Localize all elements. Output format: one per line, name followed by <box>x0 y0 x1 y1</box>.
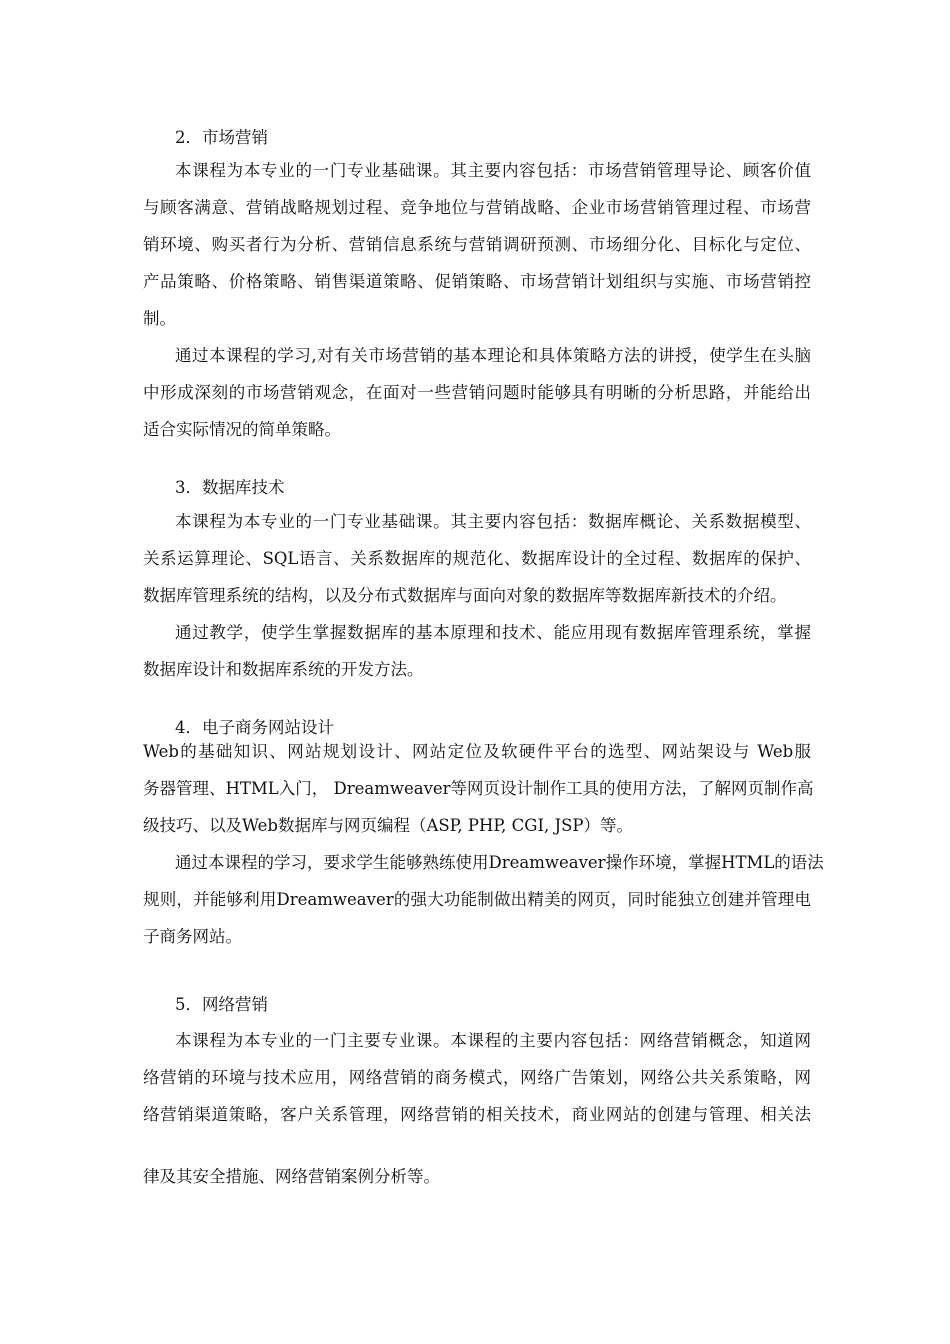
paragraph-line: 关系运算理论、SQL语言、关系数据库的规范化、数据库设计的全过程、数据库的保护、 <box>143 549 811 568</box>
paragraph-line: 务器管理、HTML入门， Dreamweaver等网页设计制作工具的使用方法，了解网页制作高 <box>143 779 814 798</box>
section-heading-network-marketing: 5．网络营销 <box>175 995 268 1014</box>
paragraph-line: 络营销渠道策略，客户关系管理，网络营销的相关技术，商业网站的创建与管理、相关法 <box>143 1105 811 1124</box>
paragraph-line: 数据库设计和数据库系统的开发方法。 <box>143 660 424 679</box>
section-heading-marketing: 2．市场营销 <box>175 128 268 147</box>
paragraph-line: 规则，并能够利用Dreamweaver的强大功能制做出精美的网页，同时能独立创建并管理电 <box>143 890 811 909</box>
paragraph-line: 本课程为本专业的一门主要专业课。本课程的主要内容包括：网络营销概念，知道网 <box>175 1031 811 1050</box>
paragraph-line: 中形成深刻的市场营销观念，在面对一些营销问题时能够具有明晰的分析思路，并能给出 <box>143 383 811 402</box>
paragraph-line: 与顾客满意、营销战略规划过程、竞争地位与营销战略、企业市场营销管理过程、市场营 <box>143 198 811 217</box>
paragraph-line: 通过教学，使学生掌握数据库的基本原理和技术、能应用现有数据库管理系统，掌握 <box>175 623 811 642</box>
paragraph-line: 通过本课程的学习,对有关市场营销的基本理论和具体策略方法的讲授，使学生在头脑 <box>175 346 811 365</box>
paragraph-line: 通过本课程的学习，要求学生能够熟练使用Dreamweaver操作环境，掌握HTML的语法 <box>175 853 824 872</box>
paragraph-line: 数据库管理系统的结构，以及分布式数据库与面向对象的数据库等数据库新技术的介绍。 <box>143 586 787 605</box>
paragraph-line: 本课程为本专业的一门专业基础课。其主要内容包括：市场营销管理导论、顾客价值 <box>175 161 811 180</box>
section-heading-database: 3．数据库技术 <box>175 478 285 497</box>
paragraph-line: 子商务网站。 <box>143 927 242 946</box>
paragraph-line: 络营销的环境与技术应用，网络营销的商务模式，网络广告策划，网络公共关系策略，网 <box>143 1068 811 1087</box>
paragraph-line: 适合实际情况的简单策略。 <box>143 420 341 439</box>
paragraph-line: 制。 <box>143 309 176 328</box>
paragraph-line: 律及其安全措施、网络营销案例分析等。 <box>143 1167 440 1186</box>
paragraph-line: 本课程为本专业的一门专业基础课。其主要内容包括：数据库概论、关系数据模型、 <box>175 512 811 531</box>
paragraph-line: 销环境、购买者行为分析、营销信息系统与营销调研预测、市场细分化、目标化与定位、 <box>143 235 811 254</box>
section-heading-ecommerce-web-design: 4．电子商务网站设计 <box>175 718 334 737</box>
paragraph-line: Web的基础知识、网站规划设计、网站定位及软硬件平台的选型、网站架设与 Web服 <box>143 742 811 761</box>
paragraph-line: 产品策略、价格策略、销售渠道策略、促销策略、市场营销计划组织与实施、市场营销控 <box>143 272 811 291</box>
paragraph-line: 级技巧、以及Web数据库与网页编程（ASP, PHP, CGI, JSP）等。 <box>143 816 633 835</box>
